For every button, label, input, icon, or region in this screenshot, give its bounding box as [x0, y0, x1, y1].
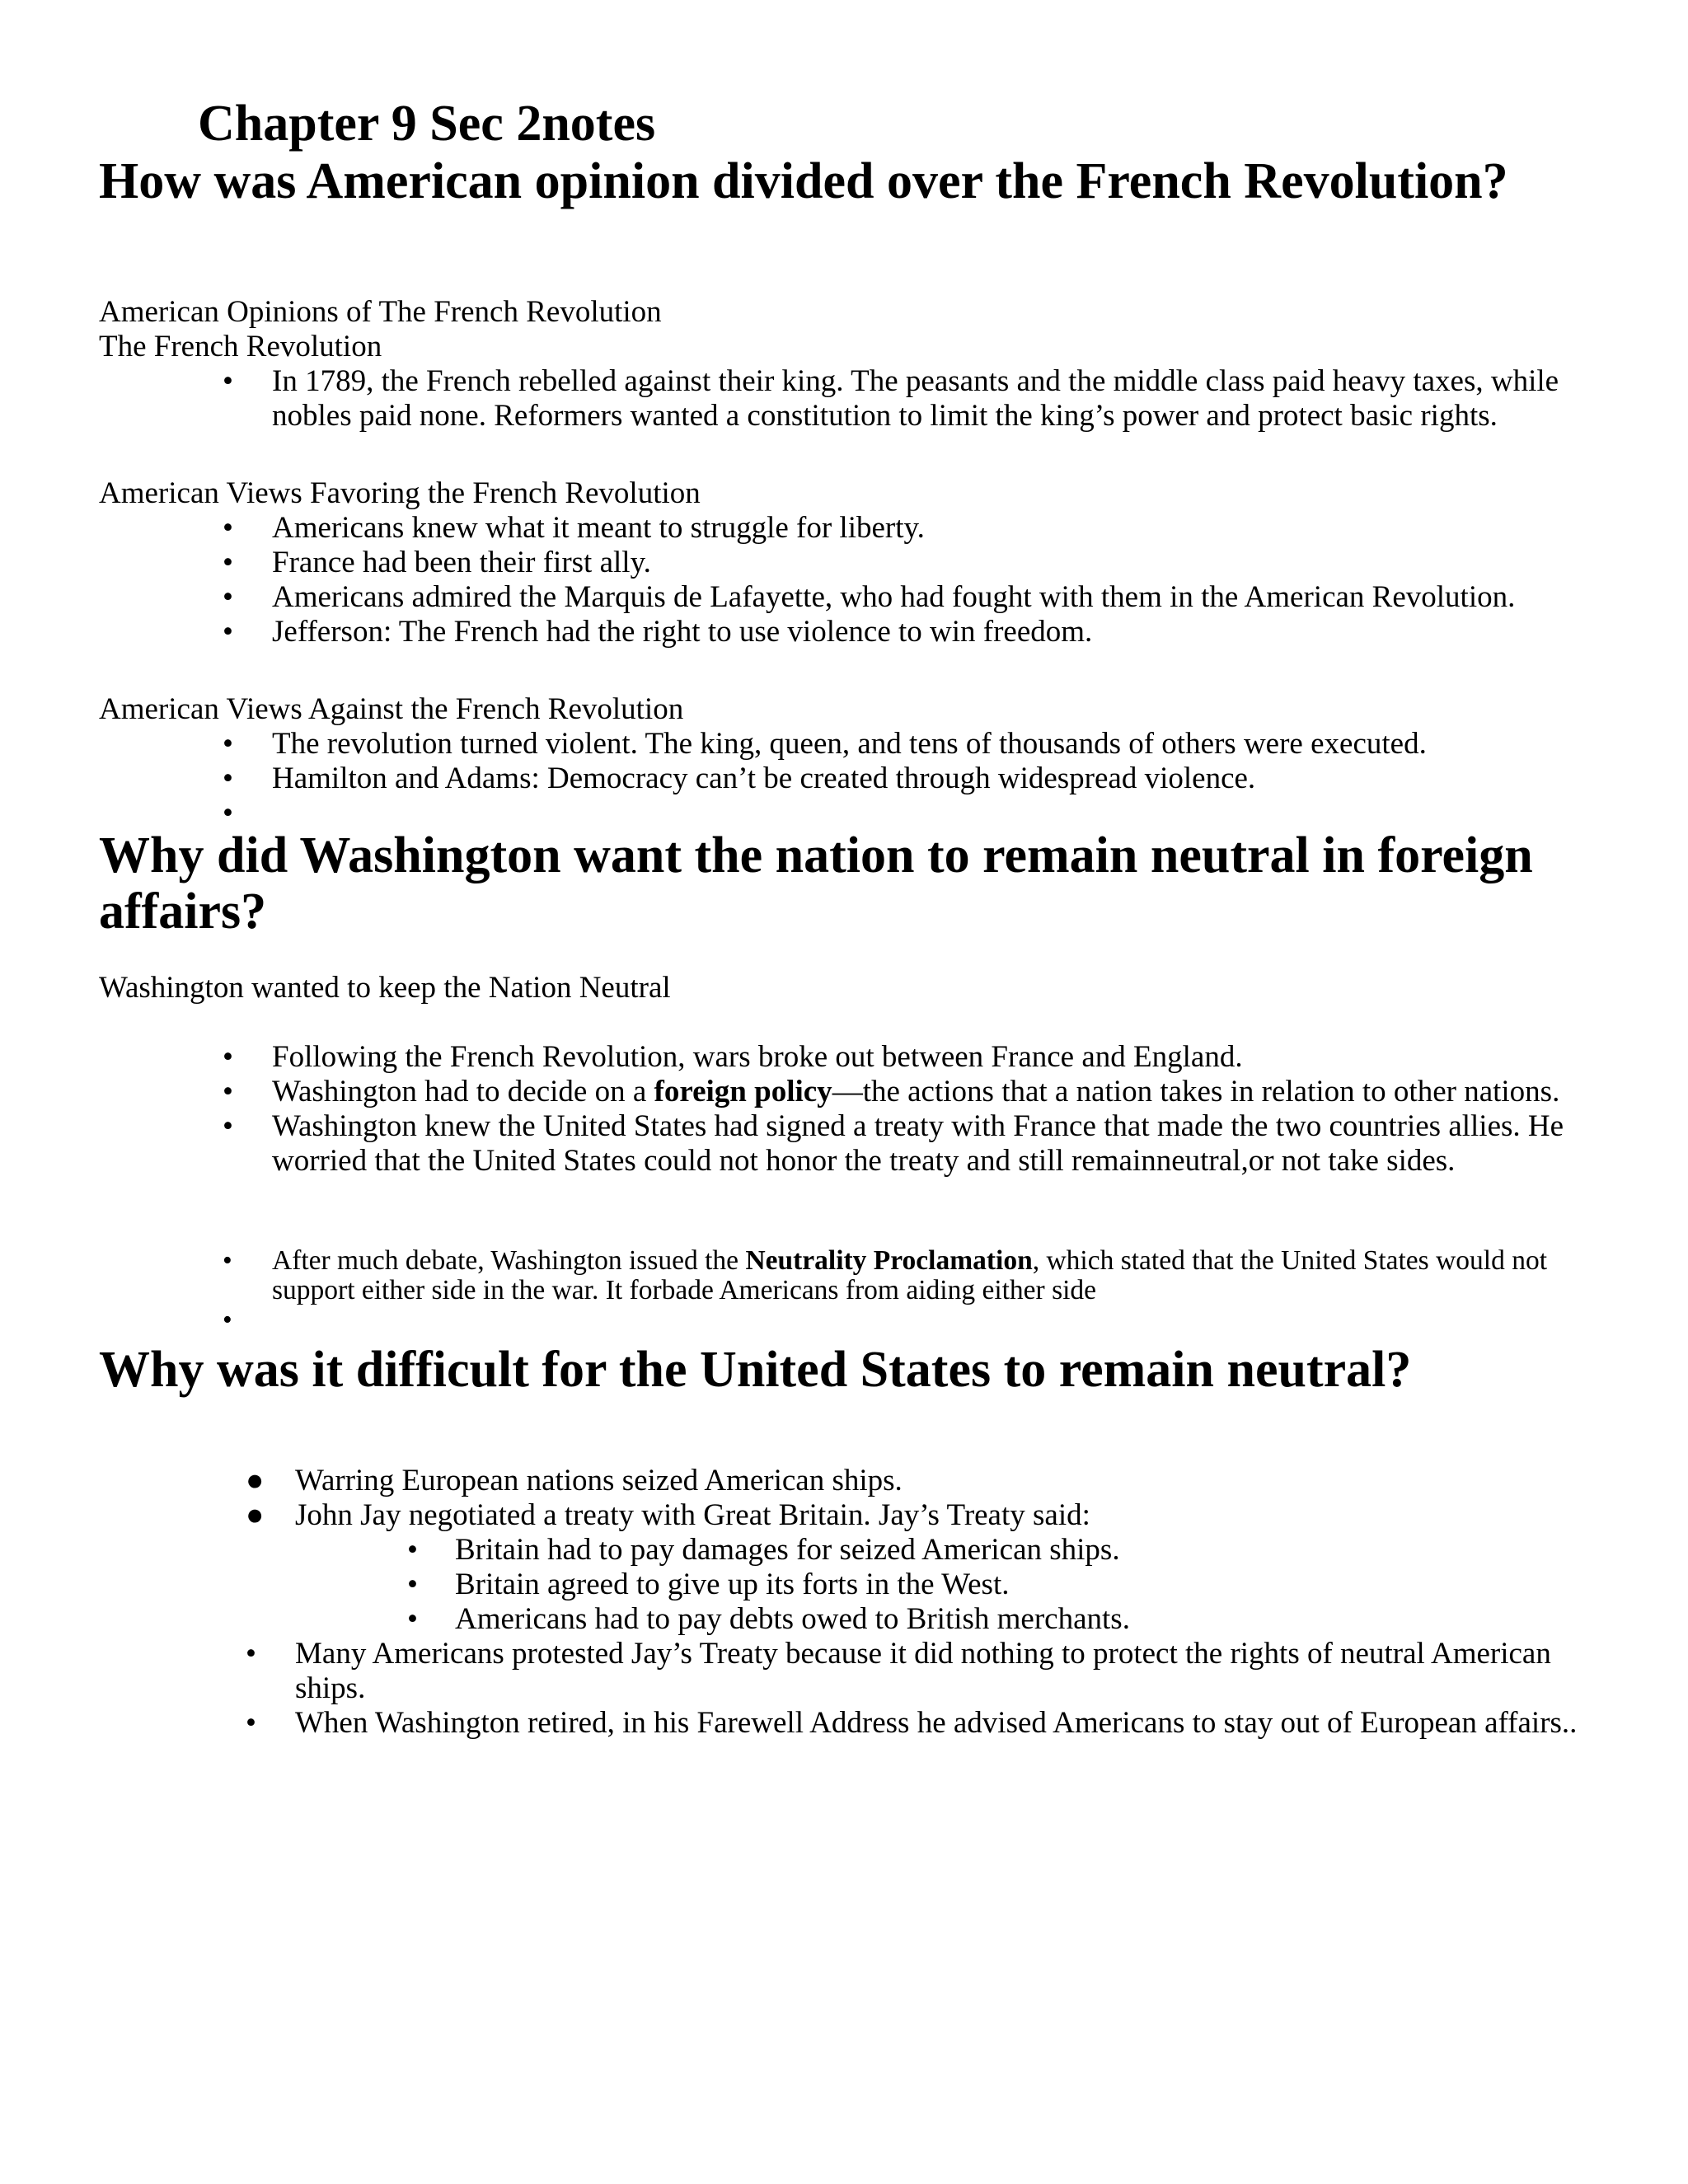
neutrality-proclamation-term: Neutrality Proclamation: [745, 1245, 1033, 1276]
list-item: [0, 511, 1591, 546]
list-item-text: In 1789, the French rebelled against their king. The peasants and the middle class paid heavy taxes, while nobles paid none. Reformers wanted a constitution to limit the king’s power and protect basic rights.: [272, 364, 1559, 433]
section3-list-after: [0, 1637, 1688, 1741]
list-item: [0, 546, 1591, 580]
list-item: [0, 727, 1591, 762]
list-item-text: Americans knew what it meant to struggle for liberty.: [272, 511, 925, 545]
list-item: [0, 1533, 1526, 1568]
bullet-icon: ●: [246, 1464, 265, 1497]
list-item-text: Britain agreed to give up its forts in the West.: [455, 1568, 1010, 1601]
list-item: [0, 762, 1591, 796]
group3-label: American Views Against the French Revolution: [99, 692, 684, 726]
list-item-text: Americans admired the Marquis de Lafayette, who had fought with them in the American Revolution.: [272, 580, 1516, 614]
list-item: [0, 1568, 1526, 1602]
bullet-icon: ●: [246, 1498, 265, 1532]
list-item: [0, 1464, 1581, 1498]
page-title: Chapter 9 Sec 2notes: [198, 96, 656, 152]
group2-label: American Views Favoring the French Revolution: [99, 476, 701, 510]
bullet-icon: •: [223, 1109, 233, 1143]
bullet-icon: •: [223, 796, 233, 830]
section1-heading: How was American opinion divided over the French Revolution?: [99, 153, 1508, 209]
treaty-points-list: [0, 1533, 1688, 1637]
list-item-text-pre: After much debate, Washington issued the: [272, 1245, 746, 1276]
list-item: [0, 615, 1591, 649]
list-item-text: Washington knew the United States had signed a treaty with France that made the two countries allies. He worried that the United States could not honor the treaty and still remainneutral,or not take sides.: [272, 1109, 1564, 1178]
bullet-icon: •: [223, 1305, 232, 1335]
bullet-icon: •: [407, 1568, 418, 1601]
bullet-icon: •: [223, 1040, 233, 1074]
list-item-text: The revolution turned violent. The king, queen, and tens of thousands of others were executed.: [272, 727, 1427, 761]
group3-list: [0, 727, 1688, 830]
list-item-text: Warring European nations seized American ships.: [295, 1464, 903, 1497]
list-item-text: Jefferson: The French had the right to use violence to win freedom.: [272, 615, 1093, 649]
bullet-icon: •: [223, 727, 233, 761]
bullet-icon: •: [246, 1637, 256, 1671]
bullet-icon: •: [223, 546, 233, 579]
list-item-text-post: , which stated that the United States would not support either side in the war. It forbade Americans from aiding either side: [272, 1245, 1548, 1305]
foreign-policy-term: foreign policy: [654, 1075, 832, 1108]
list-item-text: Britain had to pay damages for seized American ships.: [455, 1533, 1120, 1567]
list-item: [0, 580, 1591, 615]
bullet-icon: •: [223, 580, 233, 614]
section2-heading: Why did Washington want the nation to remain neutral in foreign affairs?: [99, 827, 1533, 940]
bullet-icon: •: [223, 1075, 233, 1108]
list-item: [0, 1246, 1591, 1305]
section2-list-small: [0, 1245, 1688, 1335]
list-item: [0, 364, 1591, 434]
section1-subheading: American Opinions of The French Revolution: [99, 295, 662, 329]
bullet-icon: •: [223, 1245, 232, 1276]
list-item-text-pre: Washington had to decide on a: [272, 1075, 654, 1108]
list-item-text-post: —the actions that a nation takes in relation to other nations.: [832, 1075, 1560, 1108]
list-item-text: Following the French Revolution, wars broke out between France and England.: [272, 1040, 1243, 1074]
section3-heading: Why was it difficult for the United States to remain neutral?: [99, 1342, 1412, 1398]
list-item: [0, 1075, 1591, 1109]
list-item: [0, 1498, 1581, 1533]
group1-label: The French Revolution: [99, 330, 382, 363]
group2-list: [0, 511, 1688, 649]
list-item-text: John Jay negotiated a treaty with Great Britain. Jay’s Treaty said:: [295, 1498, 1090, 1532]
bullet-icon: •: [223, 364, 233, 398]
list-item-text: When Washington retired, in his Farewell Address he advised Americans to stay out of European affairs..: [295, 1706, 1578, 1740]
bullet-icon: •: [407, 1602, 418, 1636]
bullet-icon: •: [246, 1706, 256, 1740]
section2-subheading: Washington wanted to keep the Nation Neutral: [99, 971, 671, 1005]
bullet-icon: •: [223, 615, 233, 649]
bullet-icon: •: [223, 762, 233, 795]
bullet-icon: •: [407, 1533, 418, 1567]
section2-list: [0, 1040, 1688, 1179]
list-item: [0, 1109, 1591, 1179]
list-item: [0, 1637, 1581, 1706]
bullet-icon: •: [223, 511, 233, 545]
list-item: [0, 1602, 1526, 1637]
section3-list: [0, 1464, 1688, 1533]
list-item: [0, 1706, 1581, 1741]
list-item-text: Many Americans protested Jay’s Treaty because it did nothing to protect the rights of neutral American ships.: [295, 1637, 1551, 1705]
list-item-text: Americans had to pay debts owed to British merchants.: [455, 1602, 1130, 1636]
list-item-text: France had been their first ally.: [272, 546, 651, 579]
group1-list: [0, 364, 1688, 434]
list-item-text: Hamilton and Adams: Democracy can’t be created through widespread violence.: [272, 762, 1256, 795]
list-item: [0, 1040, 1591, 1075]
